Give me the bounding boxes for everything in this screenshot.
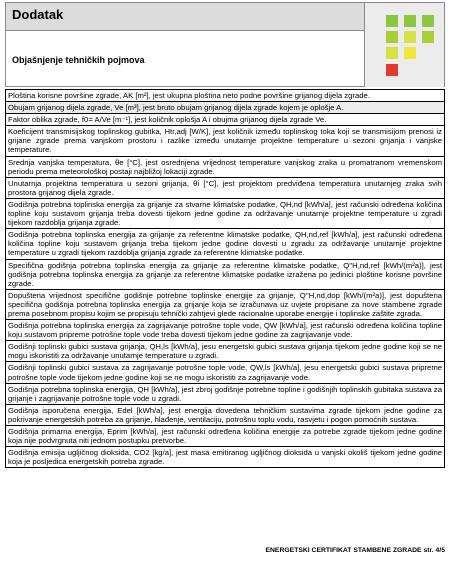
logo-square <box>386 31 398 43</box>
logo-square <box>404 47 416 59</box>
logo-square <box>404 15 416 27</box>
definition-row: Godišnji toplinski gubici sustava grijanja, QH,ls [kWh/a], jesu energetski gubici sustava grijanja tijekom jedne godine koji se ne mogu iskoristiti za održavanje unutarnje temperature u zgradi. <box>6 341 444 362</box>
definition-row: Godišnja potrebna toplinska energija za zagrijavanje potrošne tople vode, QW [kWh/a], jest računski određena količina topline koju sustavom pripreme potrošne tople vode treba dovesti tijekom jedne godine za zagrijavanje vode. <box>6 320 444 341</box>
definition-row: Dopuštena vrijednost specifične godišnje potrebne toplinske energije za grijanje, Q''H,nd,dop [kWh/(m²a)], jest dopuštena specifična godišnja potrebna toplinska energija za grijanje koja se izračunava uz uvjete propisane za nove stambene zgrade prema posebnom propisu kojim se propisuju tehnički zahtjevi glede racionalne uporabe energije i toplinske zaštite zgrada. <box>6 290 444 320</box>
definitions-table <box>5 89 445 468</box>
definition-row: Godišnji toplinski gubici sustava za zagrijavanje potrošne tople vode, QW,ls [kWh/a], jesu energetski gubici sustava pripreme potrošne tople vode tijekom jedne godine koji se ne mogu iskoristiti za zagrijavanje vode. <box>6 362 444 383</box>
logo-square <box>386 15 398 27</box>
definition-row: Godišnja primarna energija, Eprim [kWh/a], jest računski određena količina energije za potrebe zgrade tijekom jedne godine koja nije podvrgnuta niti jednom postupku pretvorbe. <box>6 426 444 447</box>
logo-square <box>386 64 398 76</box>
definition-row: Godišnja potrebna toplinska energija za grijanje za referentne klimatske podatke, QH,nd,ref [kWh/a], jest računski određena količina topline koju sustavom grijanja treba tijekom jedne godine dovesti u zgradu za održavanje unutarnje projektne temperature u zgradi tijekom razdoblja grijanja zgrade za referentne klimatske podatke. <box>6 229 444 259</box>
logo-square <box>404 31 416 43</box>
definition-row: Faktor oblika zgrade, f0= A/Ve [m⁻¹], jest količnik oplošja A i obujma grijanog dijela zgrade Ve. <box>6 114 444 126</box>
document-page <box>5 2 445 467</box>
energy-logo <box>364 3 444 87</box>
page-subtitle: Objašnjenje tehničkih pojmova <box>12 55 145 65</box>
appendix-header <box>5 2 445 87</box>
definition-row: Koeficijent transmisijskog toplinskog gubitka, Htr,adj [W/K], jest količnik između toplinskog toka koji se transmisijom prenosi iz grijane zgrade prema vanjskom prostoru i razlike između unutarnje projektne temperature u sezoni grijanja i vanjske temperature. <box>6 126 444 156</box>
definition-row: Godišnja potrebna toplinska energija za grijanje za stvarne klimatske podatke, QH,nd [kWh/a], jest računski određena količina topline koju sustavom grijanja treba dovesti tijekom jedne godine za održavanje unutarnje projektne temperature u zgradi tijekom razdoblja grijanja zgrade. <box>6 199 444 229</box>
definition-row: Unutarnja projektna temperatura u sezoni grijanja, θi [°C], jest projektom predviđena temperatura unutarnjeg zraka svih prostora grijanog dijela zgrade. <box>6 178 444 199</box>
logo-square <box>422 31 434 43</box>
definition-row: Srednja vanjska temperatura, θe [°C], jest osrednjena vrijednost temperature vanjskog zraka u promatranom vremenskom periodu prema meteorološkoj postaji najbližoj lokaciji zgrade. <box>6 157 444 178</box>
definition-row: Specifična godišnja potrebna toplinska energija za grijanje za referentne klimatske podatke, Q''H,nd,ref [kWh/(m²a)], jest godišnja potrebna toplinska energija za grijanje za referentne klimatske podatke izražena po jedinici ploštine korisne površine zgrade. <box>6 260 444 290</box>
title-bar <box>6 3 366 31</box>
page-footer: ENERGETSKI CERTIFIKAT STAMBENE ZGRADE str. 4/5 <box>265 547 445 554</box>
definition-row: Ploština korisne površine zgrade, AK [m²], jest ukupna ploština neto podne površine grijanog dijela zgrade. <box>6 90 444 102</box>
logo-square <box>422 15 434 27</box>
definition-row: Obujam grijanog dijela zgrade, Ve [m³], jest bruto obujam grijanog dijela zgrade kojem je oplošje A. <box>6 102 444 114</box>
logo-square <box>386 47 398 59</box>
definition-row: Godišnja isporučena energija, Edel [kWh/a], jest energija dovedena tehničkim sustavima zgrade tijekom jedne godine za pokrivanje energetskih potreba za grijanje, hlađenje, ventilaciju, potrošnu toplu vodu, rasvjetu i pogon pomoćnih sustava. <box>6 405 444 426</box>
page-title: Dodatak <box>12 7 64 22</box>
definition-row: Godišnja potrebna toplinska energija, QH [kWh/a], jest zbroj godišnje potrebne topline i godišnjih toplinskih gubitaka sustava za grijanje i zagrijavanje potrošne tople vode u zgradi. <box>6 384 444 405</box>
definition-row: Godišnja emisija ugljičnog dioksida, CO2 [kg/a], jest masa emitiranog ugljičnog dioksida u vanjski okoliš tijekom jedne godine koja je posljedica energetskih potreba zgrade. <box>6 447 444 468</box>
